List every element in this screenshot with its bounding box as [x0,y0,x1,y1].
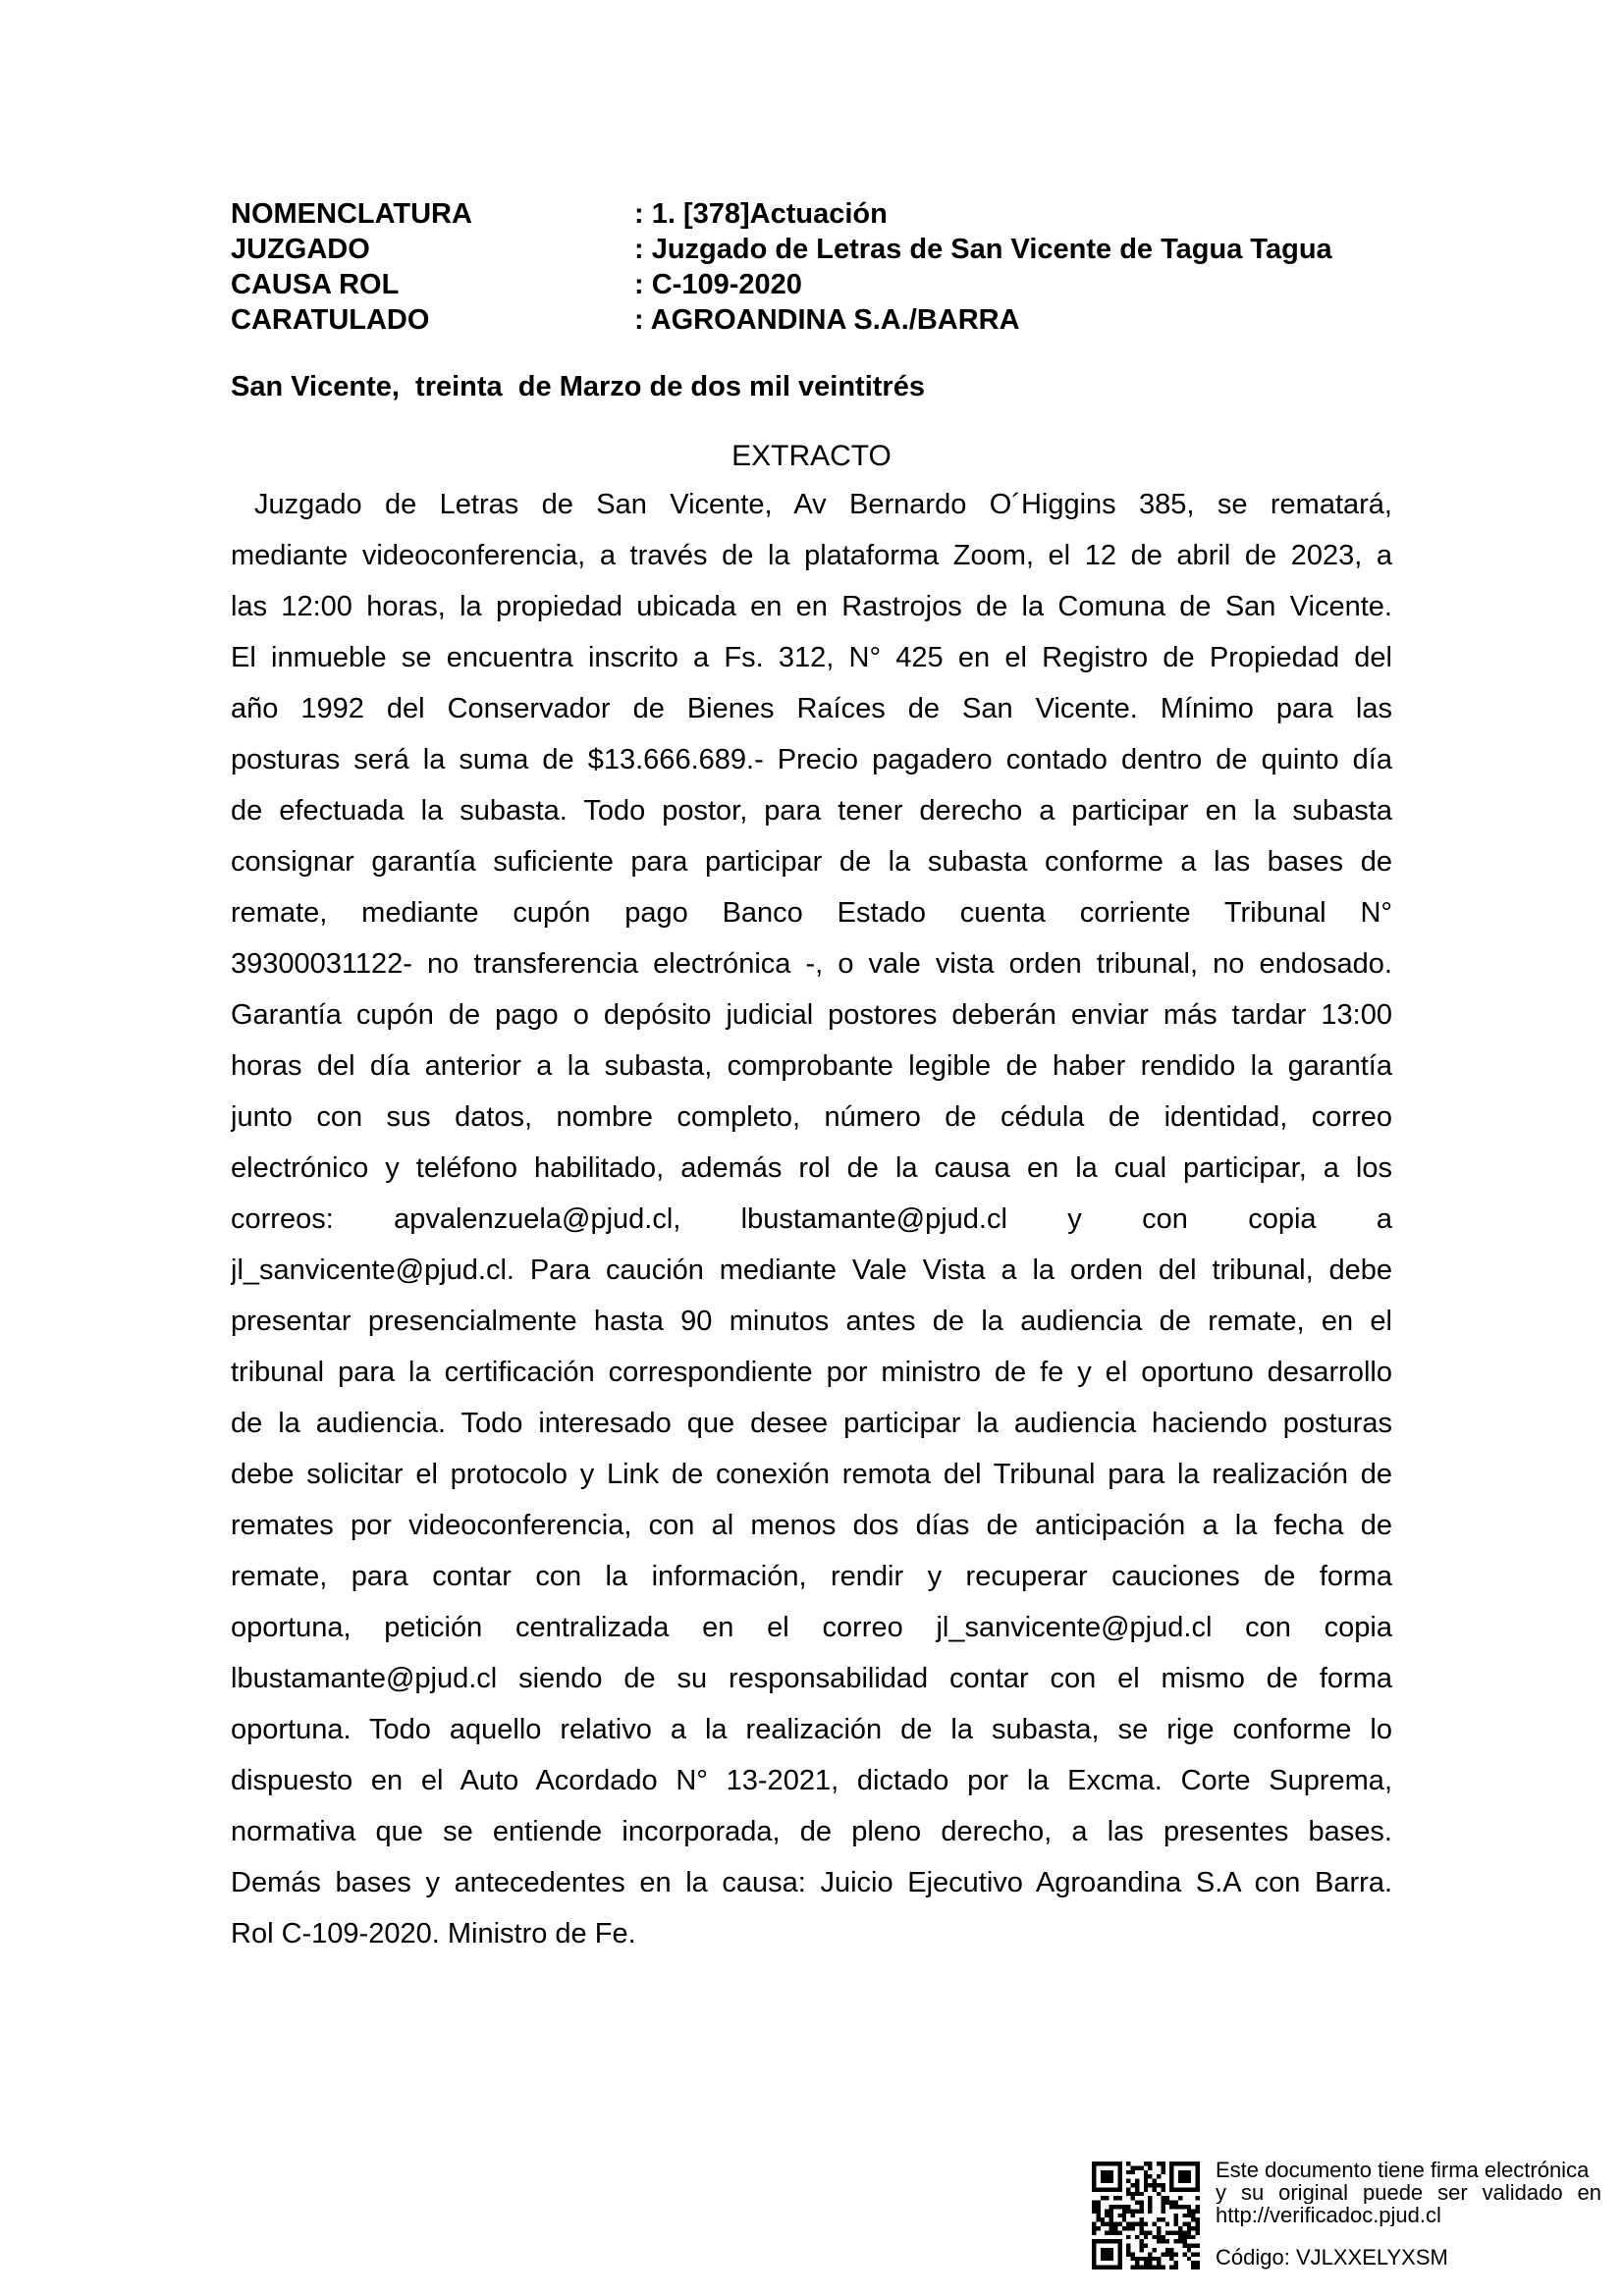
body-line: correos: apvalenzuela@pjud.cl, lbustamante@pjud.cl y con copia a [231,1203,1392,1235]
date-line: San Vicente, treinta de Marzo de dos mil veintitrés [231,371,925,402]
header-field-value: : AGROANDINA S.A./BARRA [634,304,1020,336]
header-row-caratulado [231,302,1392,338]
body-line: lbustamante@pjud.cl siendo de su responsabilidad contar con el mismo de forma [231,1663,1392,1694]
body-line: de la audiencia. Todo interesado que desee participar la audiencia haciendo posturas [231,1408,1392,1439]
body-line: oportuna, petición centralizada en el correo jl_sanvicente@pjud.cl con copia [231,1612,1392,1643]
body-line: año 1992 del Conservador de Bienes Raíces de San Vicente. Mínimo para las [231,693,1392,724]
signature-note-line: y su original puede ser validado en [1216,2181,1601,2204]
body-line: El inmueble se encuentra inscrito a Fs. 312, N° 425 en el Registro de Propiedad del [231,642,1392,673]
body-line: junto con sus datos, nombre completo, número de cédula de identidad, correo [231,1101,1392,1133]
body-line: horas del día anterior a la subasta, comprobante legible de haber rendido la garantía [231,1050,1392,1082]
header-field-value: : C-109-2020 [634,269,802,300]
body-line: Garantía cupón de pago o depósito judicial postores deberán enviar más tardar 13:00 [231,999,1392,1031]
header-field-label: CARATULADO [231,304,430,336]
body-line: remate, mediante cupón pago Banco Estado cuenta corriente Tribunal N° [231,897,1392,929]
header-row-nomenclatura [231,196,1392,232]
body-line: Rol C-109-2020. Ministro de Fe. [231,1918,636,1949]
body-line: remate, para contar con la información, rendir y recuperar cauciones de forma [231,1561,1392,1592]
body-line: tribunal para la certificación correspondiente por ministro de fe y el oportuno desarrollo [231,1357,1392,1388]
header-field-label: CAUSA ROL [231,269,400,300]
body-line: electrónico y teléfono habilitado, además rol de la causa en la cual participar, a los [231,1152,1392,1184]
body-line: posturas será la suma de $13.666.689.- Precio pagadero contado dentro de quinto día [231,744,1392,775]
header-row-causa-rol [231,267,1392,302]
body-line: 39300031122- no transferencia electrónica -, o vale vista orden tribunal, no endosado. [231,948,1392,980]
body-line: dispuesto en el Auto Acordado N° 13-2021, dictado por la Excma. Corte Suprema, [231,1765,1392,1796]
body-line: Demás bases y antecedentes en la causa: Juicio Ejecutivo Agroandina S.A con Barra. [231,1867,1392,1898]
verification-code: Código: VJLXXELYXSM [1216,2245,1448,2269]
body-line: de efectuada la subasta. Todo postor, para tener derecho a participar en la subasta [231,795,1392,827]
header-row-juzgado [231,232,1392,267]
body-line: mediante videoconferencia, a través de la plataforma Zoom, el 12 de abril de 2023, a [231,540,1392,571]
header-field-value: : 1. [378]Actuación [634,198,888,230]
body-line: normativa que se entiende incorporada, de pleno derecho, a las presentes bases. [231,1816,1392,1847]
body-line: presentar presencialmente hasta 90 minutos antes de la audiencia de remate, en el [231,1306,1392,1337]
body-line: consignar garantía suficiente para participar de la subasta conforme a las bases de [231,846,1392,878]
header-field-label: NOMENCLATURA [231,198,472,230]
verification-url: http://verificadoc.pjud.cl [1216,2204,1441,2226]
qr-code [1092,2162,1200,2269]
body-line: jl_sanvicente@pjud.cl. Para caución mediante Vale Vista a la orden del tribunal, debe [231,1255,1392,1286]
body-line: las 12:00 horas, la propiedad ubicada en en Rastrojos de la Comuna de San Vicente. [231,591,1392,622]
header-field-value: : Juzgado de Letras de San Vicente de Tagua Tagua [634,234,1332,265]
section-title: EXTRACTO [731,440,892,472]
body-line: remates por videoconferencia, con al menos dos días de anticipación a la fecha de [231,1510,1392,1541]
body-line: debe solicitar el protocolo y Link de conexión remota del Tribunal para la realización de [231,1459,1392,1490]
header-field-label: JUZGADO [231,234,370,265]
signature-note-line: Este documento tiene firma electrónica [1216,2159,1590,2181]
extracto-body [231,479,1392,1959]
signature-note [1216,2159,1601,2226]
body-line: oportuna. Todo aquello relativo a la realización de la subasta, se rige conforme lo [231,1714,1392,1745]
case-header [231,196,1392,338]
body-line: Juzgado de Letras de San Vicente, Av Bernardo O´Higgins 385, se rematará, [254,489,1392,520]
